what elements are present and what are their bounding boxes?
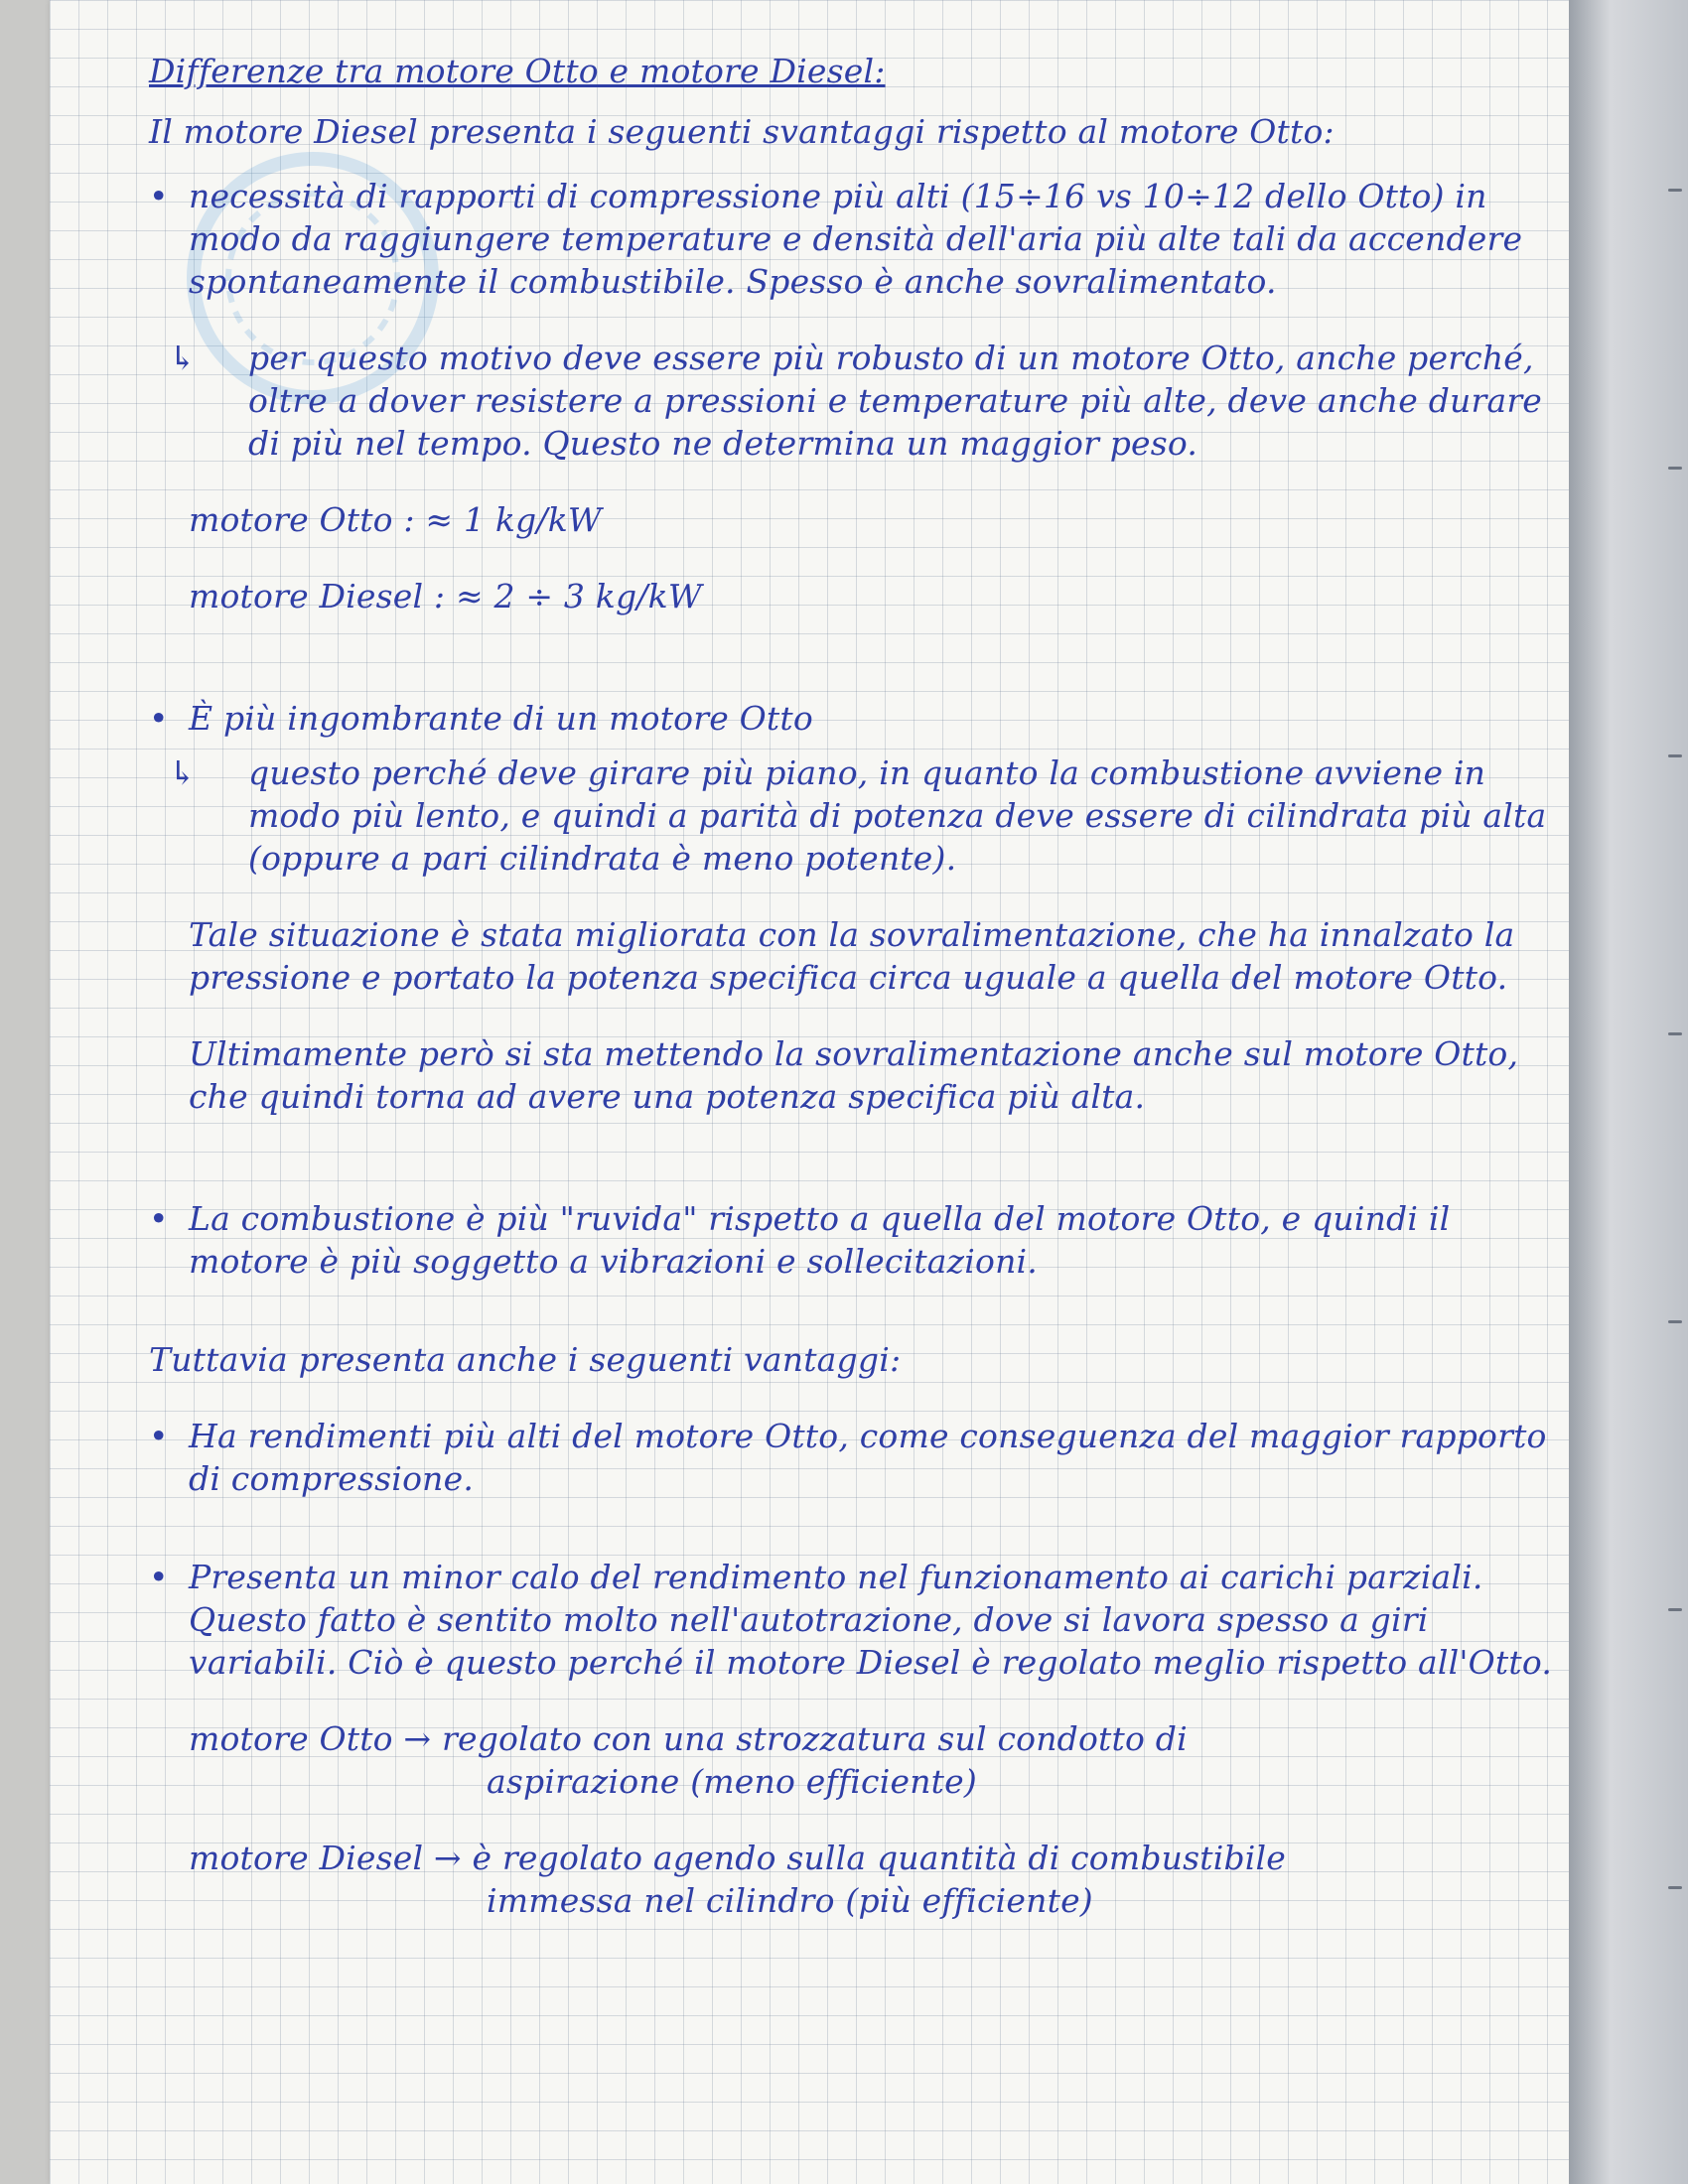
disadvantage-1: • necessità di rapporti di compressione più alti (15÷16 vs 10÷12 dello Otto) in modo da raggiungere temperature e densità dell'aria più alte tali da accendere spontaneamente il combustibile. Spesso è anche sovralimentato.	[149, 175, 1579, 303]
disadvantage-2-extra-1: Tale situazione è stata migliorata con la sovralimentazione, che ha innalzato la pressione e portato la potenza specifica circa uguale a quella del motore Otto.	[189, 915, 1515, 997]
binding-tick	[1668, 1886, 1682, 1889]
disadvantage-2: • È più ingombrante di un motore Otto	[149, 697, 1579, 740]
arrow-icon: ↳	[169, 753, 197, 792]
binding-tick	[1668, 1032, 1682, 1035]
notebook-page	[50, 0, 1569, 2184]
disadvantage-3: • La combustione è più "ruvida" rispetto a quella del motore Otto, e quindi il motore è più soggetto a vibrazioni e sollecitazioni.	[149, 1197, 1579, 1283]
regulation-label: motore Otto →	[189, 1719, 432, 1758]
intro-advantages: Tuttavia presenta anche i seguenti vantaggi:	[149, 1340, 902, 1379]
notebook-binding	[1569, 0, 1688, 2184]
binding-tick	[1668, 189, 1682, 192]
advantage-2: • Presenta un minor calo del rendimento nel funzionamento ai carichi parziali. Questo fatto è sentito molto nell'autotrazione, dove si lavora spesso a giri variabili. Ciò è questo perché il motore Diesel è regolato meglio rispetto all'Otto.	[149, 1556, 1579, 1684]
note-text: per questo motivo deve essere più robusto di un motore Otto, anche perché, oltre a dover resistere a pressioni e temperature più alte, deve anche durare di più nel tempo. Questo ne determina un maggior peso.	[248, 339, 1543, 463]
regulation-text: è regolato agendo sulla quantità di combustibile	[472, 1839, 1287, 1877]
regulation-diesel	[149, 1837, 1579, 1879]
formula-diesel: motore Diesel : ≈ 2 ÷ 3 kg/kW	[189, 577, 702, 615]
disadvantage-2-extra-2: Ultimamente però si sta mettendo la sovralimentazione anche sul motore Otto, che quindi torna ad avere una potenza specifica più alta.	[189, 1034, 1519, 1116]
regulation-diesel-cont: immessa nel cilindro (più efficiente)	[487, 1881, 1093, 1920]
disadvantage-2-note	[149, 751, 1579, 880]
formula-otto: motore Otto : ≈ 1 kg/kW	[189, 500, 603, 539]
regulation-otto-cont: aspirazione (meno efficiente)	[487, 1762, 977, 1801]
intro-disadvantages: Il motore Diesel presenta i seguenti svantaggi rispetto al motore Otto:	[149, 112, 1335, 151]
advantage-1: • Ha rendimenti più alti del motore Otto, come conseguenza del maggior rapporto di compressione.	[149, 1415, 1579, 1500]
binding-tick	[1668, 467, 1682, 470]
page-title: Differenze tra motore Otto e motore Diesel:	[149, 52, 886, 90]
regulation-otto	[149, 1717, 1579, 1760]
binding-tick	[1668, 1608, 1682, 1611]
handwritten-notes	[149, 50, 1579, 1922]
disadvantage-1-note	[149, 337, 1579, 465]
regulation-label: motore Diesel →	[189, 1839, 462, 1877]
arrow-icon: ↳	[169, 339, 197, 377]
regulation-text: regolato con una strozzatura sul condotto di	[441, 1719, 1188, 1758]
binding-tick	[1668, 754, 1682, 757]
note-text: questo perché deve girare più piano, in quanto la combustione avviene in modo più lento, e quindi a parità di potenza deve essere di cilindrata più alta (oppure a pari cilindrata è meno potente).	[248, 753, 1547, 878]
binding-tick	[1668, 1320, 1682, 1323]
